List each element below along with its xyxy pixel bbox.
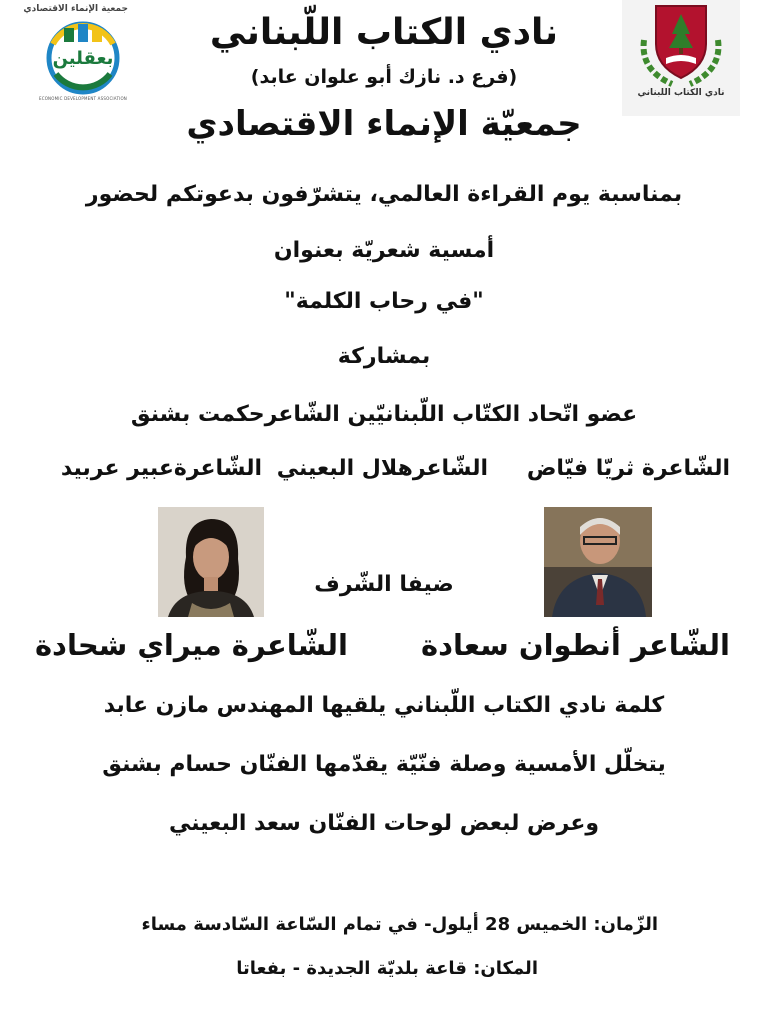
association-logo-subtitle: ECONOMIC DEVELOPMENT ASSOCIATION bbox=[38, 96, 128, 101]
association-logo-caption: جمعية الإنماء الاقتصادي bbox=[23, 4, 128, 14]
place-line: المكان: قاعة بلديّة الجديدة - بفعاتا bbox=[236, 958, 538, 979]
woman-portrait-icon bbox=[158, 507, 264, 617]
participation-line: بمشاركة bbox=[337, 344, 431, 369]
club-title: نادي الكتاب اللّبناني bbox=[209, 12, 559, 53]
branch-subtitle: (فرع د. نازك أبو علوان عابد) bbox=[250, 66, 518, 88]
speech-line: كلمة نادي الكتاب اللّبناني يلقيها المهندس مازن عابد bbox=[103, 693, 665, 718]
music-line: يتخلّل الأمسية وصلة فنّيّة يقدّمها الفنّان حسام بشنق bbox=[102, 752, 666, 777]
occasion-line: بمناسبة يوم القراءة العالمي، يتشرّفون بدعوتكم لحضور bbox=[85, 182, 683, 207]
guest-miray: الشّاعرة ميراي شحادة bbox=[34, 628, 348, 662]
guest-antoine: الشّاعر أنطوان سعادة bbox=[420, 628, 730, 662]
association-title: جمعيّة الإنماء الاقتصادي bbox=[186, 104, 582, 144]
event-line: أمسية شعريّة بعنوان bbox=[273, 238, 495, 263]
poet-abir: الشّاعرةعبير عربيد bbox=[60, 456, 262, 481]
event-title: "في رحاب الكلمة" bbox=[284, 289, 484, 314]
time-line: الزّمان: الخميس 28 أيلول- في تمام السّاعة السّادسة مساء bbox=[141, 914, 658, 935]
association-logo-word: بعقلين bbox=[52, 48, 114, 69]
exhibit-line: وعرض لبعض لوحات الفنّان سعد البعيني bbox=[168, 811, 600, 836]
man-portrait-icon bbox=[544, 507, 652, 617]
poet-thuraya: الشّاعرة ثريّا فيّاض bbox=[526, 456, 730, 481]
guests-of-honour-label: ضيفا الشّرف bbox=[314, 572, 454, 597]
book-club-logo-caption: نادي الكتاب اللبناني bbox=[637, 88, 725, 98]
poet-hilal: الشّاعرهلال البعيني bbox=[276, 456, 488, 481]
guest-photo-woman bbox=[158, 507, 264, 617]
guest-photo-man bbox=[544, 507, 652, 617]
member-line: عضو اتّحاد الكتّاب اللّبنانيّين الشّاعرحكمت بشنق bbox=[130, 402, 638, 427]
